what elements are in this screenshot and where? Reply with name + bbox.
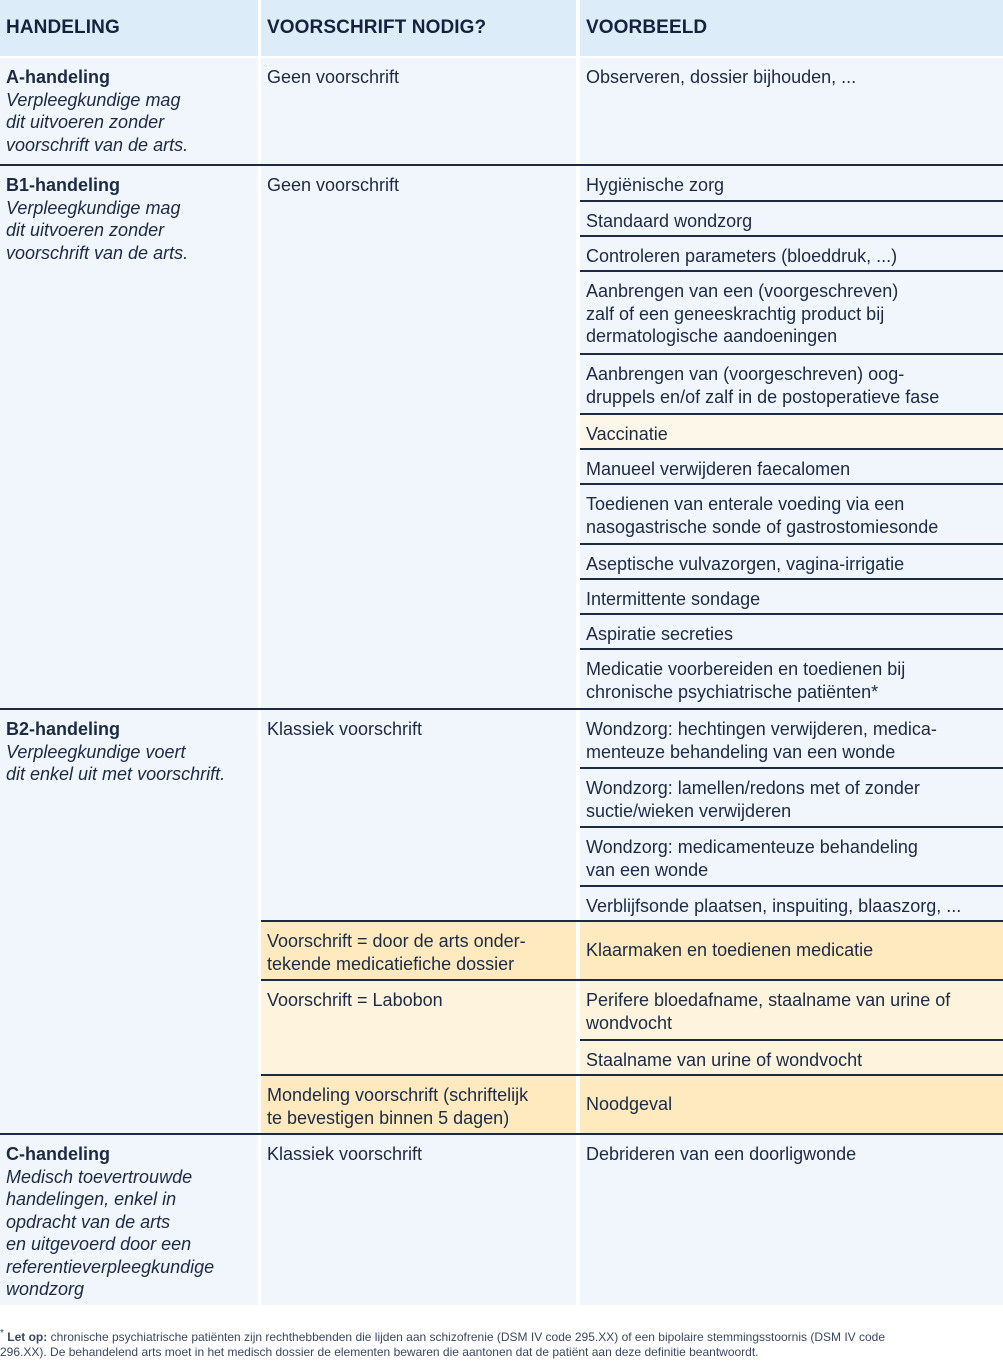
b1-example-line: druppels en/of zalf in de postoperatieve fase [586, 386, 940, 407]
footnote [0, 1327, 1003, 1359]
a-desc-line: Verpleegkundige mag [6, 89, 181, 110]
b2-example-line: Wondzorg: lamellen/redons met of zonder [586, 778, 920, 798]
header-voorbeeld [580, 0, 1003, 56]
b2-example-line: Wondzorg: medicamenteuze behandeling [586, 837, 918, 857]
a-handeling-cell [0, 58, 258, 164]
a-example-cell [580, 58, 1003, 164]
b1-example [580, 270, 1003, 354]
b2-example [580, 826, 1003, 887]
a-prescription-cell [261, 58, 576, 164]
footnote-line [0, 1327, 1003, 1345]
b2-example [580, 885, 1003, 921]
b1-example-line: dermatologische aandoeningen [586, 326, 838, 346]
b1-example-line: Aseptische vulvazorgen, vagina-irrigatie [586, 554, 905, 574]
b2-example-line: Klaarmaken en toedienen medicatie [586, 940, 874, 961]
c-prescription-cell [261, 1135, 576, 1305]
b1-example [580, 413, 1003, 449]
footnote-marker: * [0, 1328, 4, 1339]
b1-example-line: Vaccinatie [586, 424, 668, 444]
b1-prescription: Geen voorschrift [267, 175, 400, 195]
b1-example-line: Aspiratie secreties [586, 624, 734, 644]
b2-prescription-cell [261, 710, 576, 920]
b2-prescription: Voorschrift = door de arts onder- [267, 931, 526, 951]
b1-example [580, 235, 1003, 272]
b2-prescription: Voorschrift = Labobon [267, 990, 443, 1010]
header-voorschrift [261, 0, 576, 56]
header-handeling-label: HANDELING [6, 16, 120, 38]
b2-prescription: Mondeling voorschrift (schriftelijk [267, 1085, 529, 1105]
b1-example-line: zalf of een geneeskrachtig product bij [586, 303, 885, 324]
footnote-line: 296.XX). De behandelend arts moet in het medisch dossier de elementen bewaren die aantonen dat de patiënt aan deze definitie beantwoordt. [0, 1344, 759, 1359]
b1-example [580, 483, 1003, 544]
b2-prescription: te bevestigen binnen 5 dagen) [267, 1107, 510, 1128]
c-desc-line: wondzorg [6, 1279, 85, 1299]
b1-example [580, 353, 1003, 415]
b2-example [580, 767, 1003, 828]
header-voorschrift-label: VOORSCHRIFT NODIG? [267, 16, 487, 38]
b2-example [580, 981, 1003, 1040]
b2-desc-line: dit enkel uit met voorschrift. [6, 764, 226, 784]
a-title: A-handeling [6, 67, 110, 87]
c-desc-line: handelingen, enkel in [6, 1189, 177, 1209]
header-voorbeeld-label: VOORBEELD [586, 16, 708, 38]
b2-example [580, 922, 1003, 979]
b1-example-line: Intermittente sondage [586, 589, 761, 609]
b2-example-line: Perifere bloedafname, staalname van urine of [586, 990, 951, 1010]
b2-title: B2-handeling [6, 719, 121, 739]
b2-handeling-cell [0, 710, 258, 1133]
b2-prescription-cell [261, 1076, 576, 1133]
b2-prescription-cell [261, 981, 576, 1074]
c-prescription: Klassiek voorschrift [267, 1144, 423, 1164]
b2-example-line: Verblijfsonde plaatsen, inspuiting, blaaszorg, ... [586, 896, 962, 916]
footnote-text: chronische psychiatrische patiënten zijn rechthebbenden die lijden aan schizofrenie (DSM IV code 295.XX) of een bipolaire stemmingsstoornis (DSM IV code [47, 1330, 886, 1344]
b1-example-line: Aanbrengen van een (voorgeschreven) [586, 281, 899, 301]
b2-example [580, 1076, 1003, 1133]
b2-example-line: suctie/wieken verwijderen [586, 800, 792, 821]
b1-example-line: Medicatie voorbereiden en toedienen bij [586, 659, 906, 679]
b1-example-line: Aanbrengen van (voorgeschreven) oog- [586, 364, 905, 384]
b2-example-line: wondvocht [586, 1012, 673, 1033]
b2-example-line: Staalname van urine of wondvocht [586, 1050, 863, 1070]
b1-desc-line: voorschrift van de arts. [6, 242, 189, 263]
b2-example-line: Wondzorg: hechtingen verwijderen, medica- [586, 719, 937, 739]
b1-handeling-cell [0, 166, 258, 708]
b1-prescription-cell [261, 166, 576, 708]
a-desc-line: dit uitvoeren zonder [6, 112, 165, 132]
b1-example-line: Toedienen van enterale voeding via een [586, 494, 905, 514]
b1-example-line: Hygiënische zorg [586, 175, 725, 195]
b1-example [580, 613, 1003, 649]
b1-title: B1-handeling [6, 175, 121, 195]
b2-prescription: Klassiek voorschrift [267, 719, 423, 739]
b1-example [580, 578, 1003, 614]
b1-example-line: chronische psychiatrische patiënten* [586, 681, 879, 702]
footnote-label: Let op: [7, 1330, 48, 1344]
b2-prescription-cell [261, 922, 576, 979]
b2-example [580, 1039, 1003, 1075]
b2-desc-line: Verpleegkundige voert [6, 741, 186, 762]
b1-example [580, 200, 1003, 236]
header-handeling [0, 0, 258, 56]
b1-example-line: nasogastrische sonde of gastrostomiesonde [586, 516, 939, 537]
b2-example-line: van een wonde [586, 859, 709, 880]
c-desc-line: opdracht van de arts [6, 1211, 171, 1232]
c-example: Debrideren van een doorligwonde [586, 1144, 857, 1164]
b1-example [580, 166, 1003, 201]
b1-example-line: Controleren parameters (bloeddruk, ...) [586, 246, 898, 266]
a-prescription: Geen voorschrift [267, 67, 400, 87]
b1-example [580, 543, 1003, 579]
c-handeling-cell [0, 1135, 258, 1305]
b1-example-line: Standaard wondzorg [586, 211, 753, 231]
a-desc-line: voorschrift van de arts. [6, 134, 189, 155]
b2-prescription: tekende medicatiefiche dossier [267, 953, 515, 974]
b1-desc-line: dit uitvoeren zonder [6, 220, 165, 240]
b1-desc-line: Verpleegkundige mag [6, 197, 181, 218]
b1-example [580, 648, 1003, 708]
c-desc-line: en uitgevoerd door een [6, 1234, 192, 1254]
c-example-cell [580, 1135, 1003, 1305]
b2-example-line: menteuze behandeling van een wonde [586, 741, 896, 762]
c-desc-line: Medisch toevertrouwde [6, 1166, 193, 1187]
b1-example-line: Manueel verwijderen faecalomen [586, 459, 851, 479]
b1-example [580, 448, 1003, 484]
b2-example-line: Noodgeval [586, 1094, 673, 1115]
a-example: Observeren, dossier bijhouden, ... [586, 67, 857, 87]
c-title: C-handeling [6, 1144, 110, 1164]
b2-example [580, 710, 1003, 768]
c-desc-line: referentieverpleegkundige [6, 1256, 215, 1277]
